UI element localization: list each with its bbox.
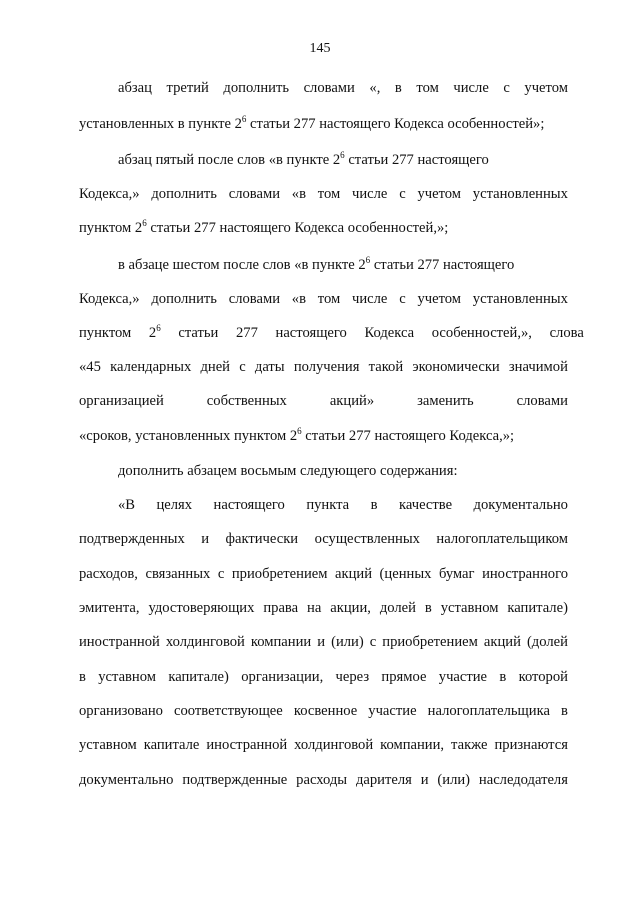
word: в (499, 669, 507, 685)
word: «45 (79, 359, 101, 375)
word: словами (303, 80, 355, 96)
word: бумаг (438, 566, 475, 582)
word: с (217, 566, 225, 582)
word: установленных (472, 186, 568, 202)
word: капитале) (507, 600, 568, 616)
text-fragment: статьи 277 настоящего (344, 152, 489, 168)
word: пункта (306, 497, 350, 513)
word: налогоплательщиком (436, 531, 568, 547)
word: документально (79, 772, 174, 788)
word: уставном (440, 600, 499, 616)
word: (или) (331, 634, 364, 650)
text-line (79, 291, 568, 308)
word: приобретением (382, 634, 478, 650)
word: словами (228, 186, 281, 202)
superscript: 6 (365, 255, 371, 265)
word: расходы (296, 772, 348, 788)
word: уставном (98, 669, 156, 685)
text-line (118, 497, 568, 514)
text-fragment: статьи 277 настоящего Кодекса особенностей,», слова (160, 325, 584, 341)
word: дополнить (223, 80, 289, 96)
superscript: 6 (241, 114, 247, 124)
text-line (79, 393, 568, 410)
text-line (79, 737, 568, 754)
word: через (335, 669, 370, 685)
word: приобретением (231, 566, 328, 582)
text-line (118, 80, 568, 97)
word: в (394, 80, 402, 96)
word: в (79, 669, 86, 685)
word: заменить (417, 393, 474, 409)
text-fragment: статьи 277 настоящего Кодекса особенностей,»; (146, 220, 449, 236)
word: осуществленных (314, 531, 420, 547)
superscript: 6 (297, 426, 302, 436)
text-fragment: пунктом 2 (79, 220, 143, 236)
word: в (424, 600, 432, 616)
word: числе (352, 291, 388, 307)
word: и (317, 634, 326, 650)
word: дополнить (151, 186, 217, 202)
word: с (239, 359, 246, 375)
word: учетом (417, 186, 462, 202)
word: холдинговой (165, 634, 245, 650)
text-fragment: установленных в пункте 2 (79, 116, 242, 132)
word: том (317, 186, 341, 202)
word: дней (200, 359, 230, 375)
word: холдинговой (294, 737, 374, 753)
text-fragment (118, 257, 514, 274)
word: учетом (417, 291, 462, 307)
text-fragment: «сроков, установленных пунктом 2 (79, 428, 298, 444)
word: и (420, 772, 429, 788)
word: том (416, 80, 439, 96)
word: (или) (437, 772, 471, 788)
word: словами (228, 291, 281, 307)
word: с (369, 634, 377, 650)
text-line (79, 703, 568, 720)
word: дарителя (355, 772, 412, 788)
superscript: 6 (156, 323, 161, 333)
word: числе (352, 186, 388, 202)
text-line (79, 116, 568, 133)
text-line (79, 634, 568, 651)
word: установленных (472, 291, 568, 307)
word: участие (368, 703, 417, 719)
word: долей (379, 600, 416, 616)
word: учетом (524, 80, 568, 96)
word: компании, (380, 737, 445, 753)
text-fragment: статьи 277 настоящего Кодекса особенностей»; (246, 116, 545, 132)
word: подтвержденные (182, 772, 288, 788)
word: «В (118, 497, 136, 513)
word: которой (518, 669, 568, 685)
text-line: дополнить абзацем восьмым следующего содержания: (118, 463, 458, 479)
text-line (118, 257, 568, 274)
word: абзац (118, 80, 152, 96)
word: экономически (412, 359, 500, 375)
text-fragment: статьи 277 настоящего Кодекса,»; (301, 428, 515, 444)
word: наследодателя (478, 772, 568, 788)
word: и (201, 531, 210, 547)
text-fragment (118, 152, 489, 169)
word: уставном (79, 737, 137, 753)
superscript: 6 (142, 218, 147, 228)
text-line (79, 772, 568, 789)
text-fragment: в абзаце шестом после слов «в пункте 2 (118, 257, 366, 273)
word: на (307, 600, 322, 616)
page-number: 145 (309, 41, 331, 56)
word: удостоверяющих (148, 600, 255, 616)
word: том (317, 291, 341, 307)
word: иностранной (79, 634, 160, 650)
word: с (503, 80, 510, 96)
word: признаются (494, 737, 568, 753)
word: с (399, 291, 406, 307)
word: качестве (398, 497, 453, 513)
word: (долей (526, 634, 568, 650)
word: подтвержденных (79, 531, 185, 547)
word: иностранной (206, 737, 288, 753)
word: соответствующее (174, 703, 283, 719)
text-line (79, 600, 568, 617)
word: Кодекса,» (79, 186, 140, 202)
word: эмитента, (79, 600, 140, 616)
word: собственных (206, 393, 287, 409)
word: «в (291, 291, 306, 307)
word: «, (369, 80, 381, 96)
word: косвенное (293, 703, 358, 719)
word: (ценных (379, 566, 432, 582)
word: календарных (110, 359, 192, 375)
word: компании (250, 634, 312, 650)
word: организацией (79, 393, 164, 409)
word: даты (254, 359, 285, 375)
word: значимой (508, 359, 568, 375)
word: третий (166, 80, 209, 96)
word: организовано (79, 703, 163, 719)
text-line (79, 566, 568, 583)
text-fragment: абзац пятый после слов «в пункте 2 (118, 152, 341, 168)
word: фактически (225, 531, 299, 547)
word: дополнить (151, 291, 217, 307)
text-line (79, 359, 568, 376)
word: настоящего (213, 497, 285, 513)
text-line (79, 186, 568, 203)
word: документально (473, 497, 568, 513)
word: с (399, 186, 406, 202)
word: капитале (143, 737, 200, 753)
text-line (79, 531, 568, 548)
word: права (263, 600, 299, 616)
word: в (370, 497, 378, 513)
word: акции, (330, 600, 371, 616)
word: акций (483, 634, 521, 650)
word: акций (335, 566, 373, 582)
word: организации, (241, 669, 324, 685)
word: иностранного (482, 566, 568, 582)
word: числе (453, 80, 489, 96)
text-line (118, 152, 568, 169)
word: расходов, (79, 566, 138, 582)
word: связанных (145, 566, 211, 582)
word: также (451, 737, 488, 753)
word: в (561, 703, 568, 719)
word: «в (291, 186, 306, 202)
text-line (79, 669, 568, 686)
text-line (79, 428, 568, 445)
word: акций» (329, 393, 375, 409)
word: участие (438, 669, 488, 685)
word: такой (368, 359, 404, 375)
word: Кодекса,» (79, 291, 140, 307)
text-fragment: пунктом 2 (79, 325, 157, 341)
text-line (79, 220, 568, 237)
text-line (79, 323, 584, 342)
word: прямое (381, 669, 427, 685)
word: налогоплательщика (427, 703, 550, 719)
word: получения (293, 359, 360, 375)
text-fragment: статьи 277 настоящего (370, 257, 515, 273)
superscript: 6 (340, 150, 345, 160)
word: целях (156, 497, 193, 513)
word: капитале) (168, 669, 229, 685)
word: словами (516, 393, 568, 409)
